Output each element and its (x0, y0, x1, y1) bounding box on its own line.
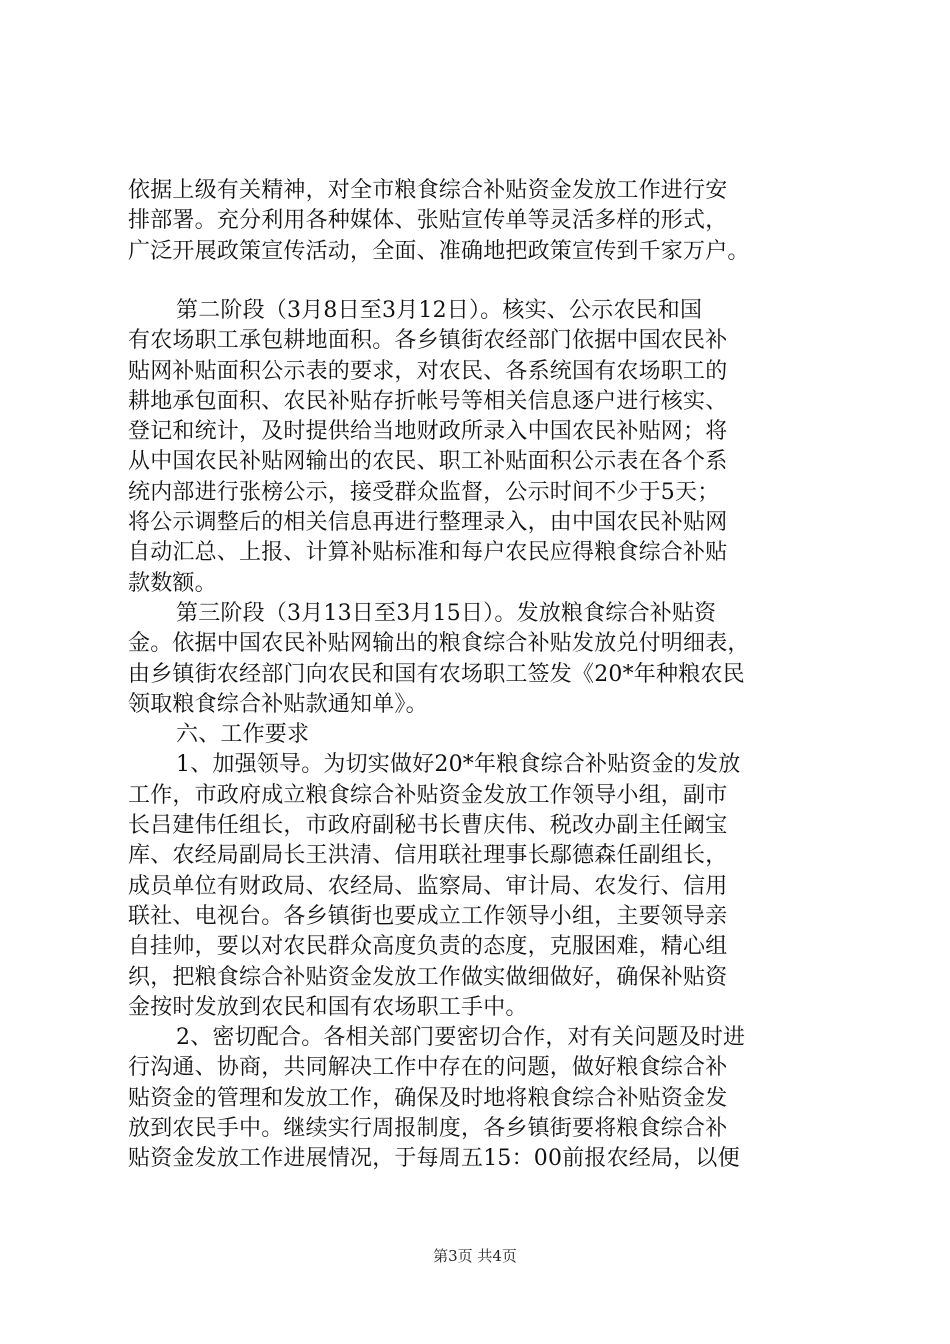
text-line: 织，把粮食综合补贴资金发放工作做实做细做好，确保补贴资 (128, 964, 728, 990)
paragraph-stage-three-start: 第三阶段（3月13日至3月15日）。发放粮食综合补贴资 (176, 600, 717, 626)
text-line: 金按时发放到农民和国有农场职工手中。 (128, 994, 528, 1020)
paragraph-stage-two-start: 第二阶段（3月8日至3月12日）。核实、公示农民和国 (176, 298, 703, 323)
text-line: 领取粮食综合补贴款通知单》。 (128, 691, 428, 717)
text-line: 从中国农民补贴网输出的农民、职工补贴面积公示表在各个系 (128, 449, 728, 475)
paragraph-leadership-start: 1、加强领导。为切实做好20*年粮食综合补贴资金的发放 (176, 752, 741, 778)
text-line: 长吕建伟任组长，市政府副秘书长曹庆伟、税改办副主任阚宝 (128, 813, 728, 839)
text-line: 贴资金发放工作进展情况，于每周五15：00前报农经局，以便 (128, 1146, 740, 1172)
text-line: 金。依据中国农民补贴网输出的粮食综合补贴发放兑付明细表， (128, 631, 750, 657)
paragraph-cooperation-start: 2、密切配合。各相关部门要密切合作，对有关问题及时进 (176, 1025, 746, 1051)
paragraph-publicity (128, 176, 848, 267)
text-line: 由乡镇街农经部门向农民和国有农场职工签发《20*年种粮农民 (128, 661, 745, 687)
text-line: 有农场职工承包耕地面积。各乡镇街农经部门依据中国农民补 (128, 328, 728, 354)
text-line: 库、农经局副局长王洪清、信用联社理事长鄢德森任副组长， (128, 843, 728, 869)
text-line: 依据上级有关精神，对全市粮食综合补贴资金发放工作进行安 (128, 178, 728, 203)
text-line: 行沟通、协商，共同解决工作中存在的问题，做好粮食综合补 (128, 1055, 728, 1081)
body-text (128, 296, 848, 1175)
page-number-footer: 第3页 共4页 (433, 1247, 517, 1265)
text-line: 登记和统计，及时提供给当地财政所录入中国农民补贴网；将 (128, 419, 728, 445)
text-line: 耕地承包面积、农民补贴存折帐号等相关信息逐户进行核实、 (128, 388, 728, 414)
text-line: 自动汇总、上报、计算补贴标准和每户农民应得粮食综合补贴 (128, 540, 728, 566)
text-line: 将公示调整后的相关信息再进行整理录入，由中国农民补贴网 (128, 510, 728, 536)
text-line: 放到农民手中。继续实行周报制度，各乡镇街要将粮食综合补 (128, 1116, 728, 1142)
text-line: 贴网补贴面积公示表的要求，对农民、各系统国有农场职工的 (128, 358, 728, 384)
text-line: 统内部进行张榜公示，接受群众监督，公示时间不少于5天； (128, 479, 720, 505)
text-line: 工作，市政府成立粮食综合补贴资金发放工作领导小组，副市 (128, 782, 728, 808)
text-line: 自挂帅，要以对农民群众高度负责的态度，克服困难，精心组 (128, 934, 728, 960)
text-line: 联社、电视台。各乡镇街也要成立工作领导小组，主要领导亲 (128, 903, 728, 929)
section-heading-work-requirements: 六、工作要求 (176, 722, 310, 748)
text-line: 成员单位有财政局、农经局、监察局、审计局、农发行、信用 (128, 873, 728, 899)
text-line: 款数额。 (128, 570, 217, 596)
text-line: 贴资金的管理和发放工作，确保及时地将粮食综合补贴资金发 (128, 1085, 728, 1111)
text-line: 广泛开展政策宣传活动，全面、准确地把政策宣传到千家万户。 (128, 238, 750, 264)
text-line: 排部署。充分利用各种媒体、张贴宣传单等灵活多样的形式， (128, 208, 728, 234)
